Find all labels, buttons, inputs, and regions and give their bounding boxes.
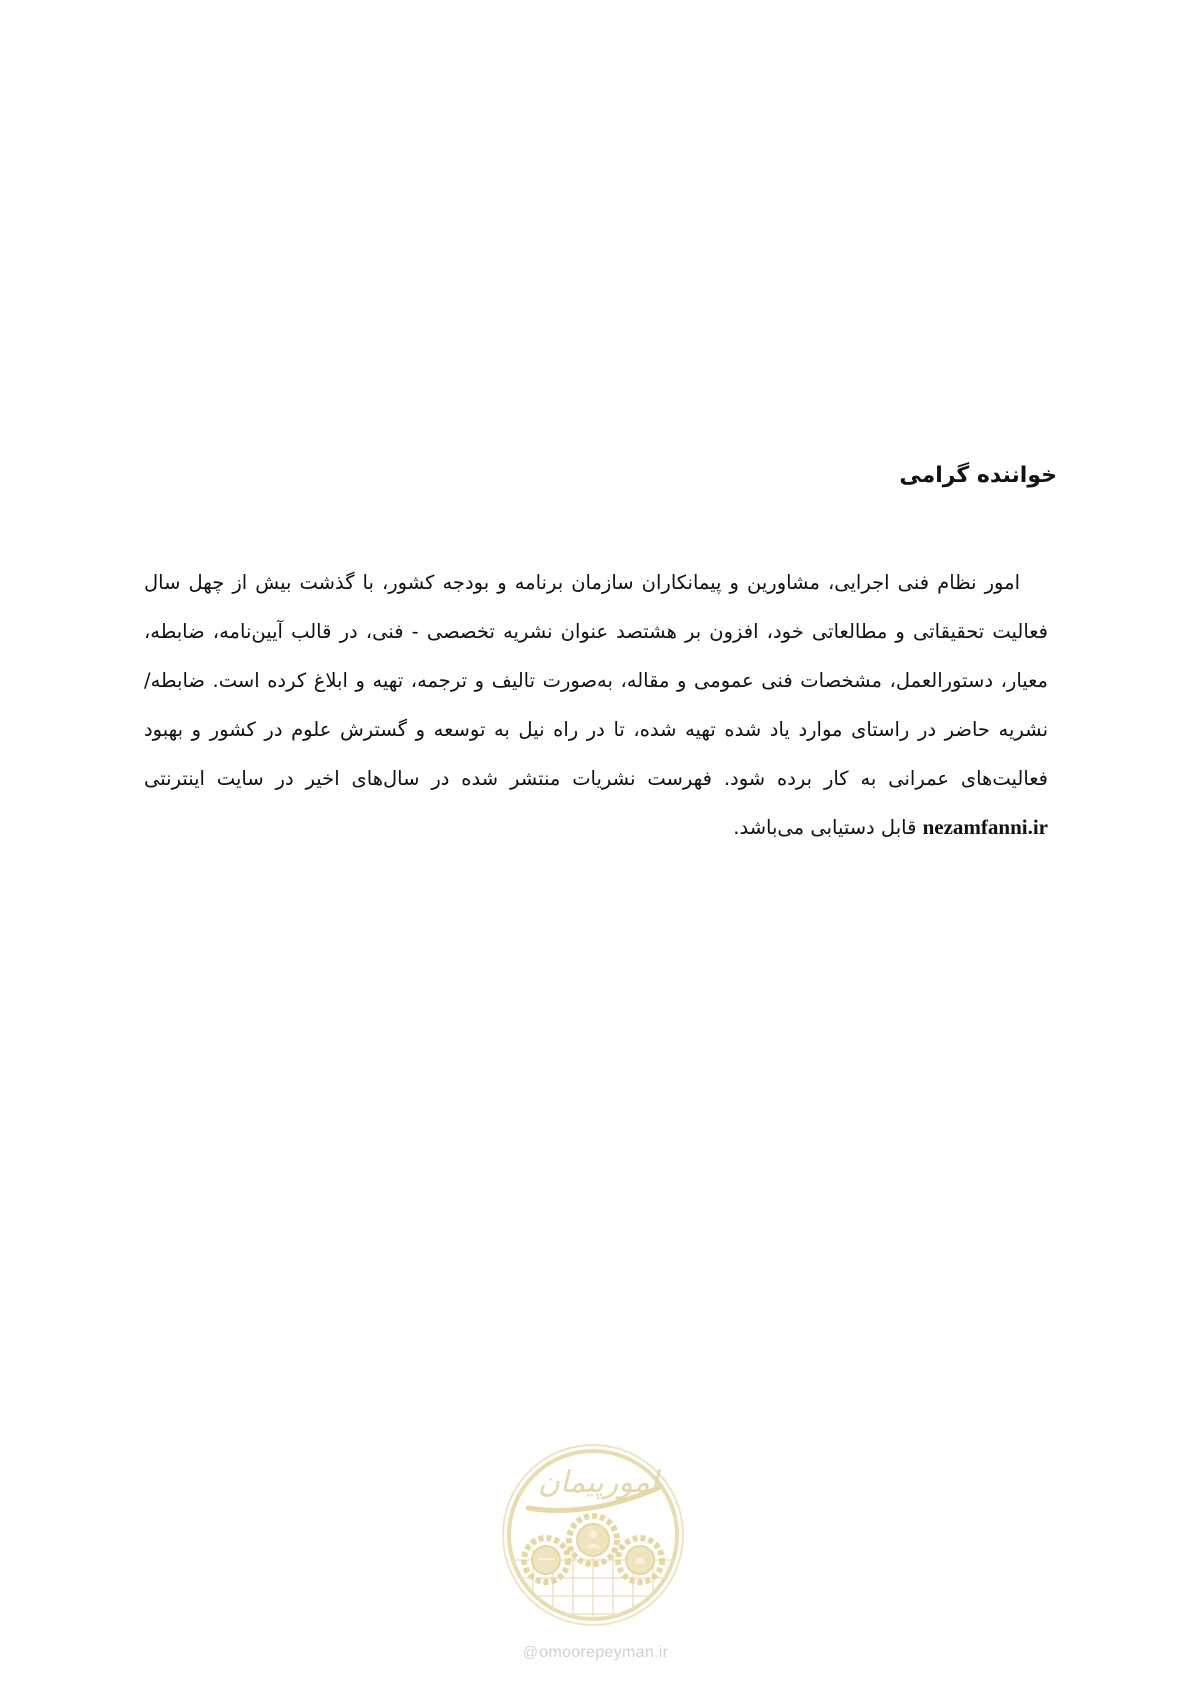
website-link[interactable]: nezamfanni.ir	[922, 815, 1048, 839]
paragraph-text-after-site: قابل دستیابی می‌باشد.	[733, 816, 917, 839]
watermark-logo-text: امورپیمان	[537, 1465, 659, 1500]
watermark-caption-text: omoorepeyman.ir	[539, 1644, 669, 1661]
watermark-caption	[0, 1644, 1191, 1662]
paragraph-text-before-site: امور نظام فنی اجرایی، مشاورین و پیمانکاران سازمان برنامه و بودجه کشور، با گذشت بیش از چهل سال فعالیت تحقیقاتی و مطالعاتی خود، افزون بر هشتصد عنوان نشریه تخصصی - فنی، در قالب آیین‌نامه، ضابطه، معیار، دستورالعمل، مشخصات فنی عمومی و مقاله، به‌صورت تالیف و ترجمه، تهیه و ابلاغ کرده است. ضابطه/نشریه حاضر در راستای موارد یاد شده تهیه شده، تا در راه نیل به توسعه و گسترش علوم در کشور و بهبود فعالیت‌های عمرانی به کار برده شود. فهرست نشریات منتشر شده در سال‌های اخیر در سایت اینترنتی	[144, 571, 1048, 790]
at-sign-icon: @	[522, 1644, 539, 1661]
intro-paragraph	[144, 558, 1048, 852]
watermark-logo	[498, 1440, 688, 1638]
page-heading: خواننده گرامی	[899, 463, 1057, 488]
